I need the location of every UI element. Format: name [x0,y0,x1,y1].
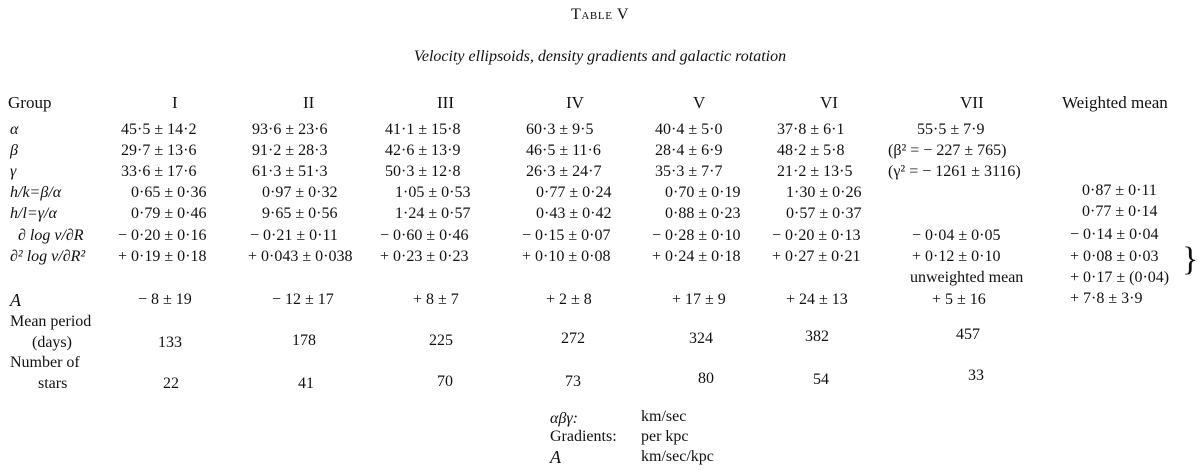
cell-hl-5: 0·88 ± 0·23 [665,205,741,222]
cell-nstars-3: 70 [437,373,453,390]
cell-weighted-dlog1: − 0·14 ± 0·04 [1070,226,1159,243]
cell-weighted-A: + 7·8 ± 3·9 [1070,290,1143,307]
cell-nstars-1: 22 [163,375,179,392]
cell-dlog2-4: + 0·10 ± 0·08 [522,248,611,265]
row-label-gamma: γ [10,163,17,180]
row-label-nstars-1: Number of [10,354,80,371]
table-title: Table V [571,6,629,23]
cell-weighted-dlog2-unweighted: + 0·17 ± (0·04) [1070,269,1170,286]
header-col-3: III [437,93,454,112]
row-label-period-1: Mean period [10,313,92,330]
cell-A-2: − 12 ± 17 [272,291,334,308]
cell-dlog2-7: + 0·12 ± 0·10 [912,248,1001,265]
units-key-2: Gradients: [550,428,617,445]
cell-gamma-5: 35·3 ± 7·7 [655,163,723,180]
units-key-1: αβγ: [550,410,578,427]
cell-gamma-1: 33·6 ± 17·6 [121,163,197,180]
cell-period-5: 324 [689,330,713,347]
cell-gamma-4: 26·3 ± 24·7 [526,163,602,180]
header-col-2: II [303,93,315,112]
cell-nstars-2: 41 [298,375,314,392]
cell-alpha-3: 41·1 ± 15·8 [385,121,461,138]
right-brace: } [1182,241,1199,278]
cell-hk-6: 1·30 ± 0·26 [786,184,862,201]
cell-alpha-7: 55·5 ± 7·9 [917,121,985,138]
row-label-dlog1: ∂ log ν/∂R [18,227,84,244]
header-col-7: VII [960,93,984,112]
cell-gamma-3: 50·3 ± 12·8 [385,163,461,180]
cell-alpha-2: 93·6 ± 23·6 [252,121,328,138]
units-value-2: per kpc [641,428,689,445]
cell-vii-gamma2: (γ² = − 1261 ± 3116) [888,163,1021,180]
units-value-1: km/sec [641,408,687,425]
cell-A-6: + 24 ± 13 [786,291,848,308]
cell-weighted-dlog2: + 0·08 ± 0·03 [1070,248,1159,265]
header-col-1: I [172,93,178,112]
cell-A-4: + 2 ± 8 [546,291,592,308]
cell-period-7: 457 [956,326,980,343]
cell-A-5: + 17 ± 9 [672,291,726,308]
cell-beta-1: 29·7 ± 13·6 [121,142,197,159]
header-col-5: V [693,93,706,112]
header-group: Group [8,93,52,112]
cell-beta-3: 42·6 ± 13·9 [385,142,461,159]
cell-dlog1-5: − 0·28 ± 0·10 [652,227,741,244]
row-label-nstars-2: stars [38,375,68,392]
cell-beta-4: 46·5 ± 11·6 [526,142,601,159]
cell-vii-beta2: (β² = − 227 ± 765) [888,142,1007,159]
row-label-beta: β [10,142,18,159]
cell-A-7: + 5 ± 16 [932,291,986,308]
cell-dlog2-5: + 0·24 ± 0·18 [652,248,741,265]
units-value-3: km/sec/kpc [641,448,714,465]
cell-nstars-6: 54 [813,371,829,388]
cell-beta-6: 48·2 ± 5·8 [777,142,845,159]
cell-period-2: 178 [292,332,316,349]
row-label-dlog2: ∂² log ν/∂R² [10,248,86,265]
cell-dlog1-7: − 0·04 ± 0·05 [912,227,1001,244]
cell-dlog1-4: − 0·15 ± 0·07 [522,227,611,244]
row-label-period-2: (days) [32,334,72,351]
cell-hk-3: 1·05 ± 0·53 [395,184,471,201]
header-col-6: VI [820,93,838,112]
cell-nstars-5: 80 [698,370,714,387]
cell-period-3: 225 [429,332,453,349]
cell-dlog2-3: + 0·23 ± 0·23 [380,248,469,265]
cell-hk-5: 0·70 ± 0·19 [665,184,741,201]
cell-weighted-hl: 0·77 ± 0·14 [1082,203,1158,220]
cell-alpha-1: 45·5 ± 14·2 [121,121,197,138]
row-label-hk: h/k=β/α [10,184,62,201]
cell-hl-4: 0·43 ± 0·42 [536,205,612,222]
cell-beta-2: 91·2 ± 28·3 [252,142,328,159]
cell-A-1: − 8 ± 19 [138,291,192,308]
table-subtitle: Velocity ellipsoids, density gradients and galactic rotation [413,48,787,65]
cell-hl-2: 9·65 ± 0·56 [262,205,338,222]
row-label-A: A [10,290,21,310]
cell-dlog1-6: − 0·20 ± 0·13 [772,227,861,244]
cell-beta-5: 28·4 ± 6·9 [655,142,723,159]
cell-A-3: + 8 ± 7 [413,291,459,308]
row-label-alpha: α [10,121,19,138]
cell-hk-4: 0·77 ± 0·24 [536,184,612,201]
cell-hl-1: 0·79 ± 0·46 [131,205,207,222]
cell-weighted-hk: 0·87 ± 0·11 [1082,182,1157,199]
header-col-4: IV [566,93,584,112]
unweighted-mean-label: unweighted mean [910,269,1024,286]
cell-alpha-5: 40·4 ± 5·0 [655,121,723,138]
cell-nstars-7: 33 [968,367,984,384]
cell-dlog2-2: + 0·043 ± 0·038 [248,248,353,265]
cell-period-4: 272 [561,330,585,347]
cell-period-1: 133 [158,334,182,351]
cell-nstars-4: 73 [565,373,581,390]
cell-dlog2-6: + 0·27 ± 0·21 [772,248,861,265]
cell-alpha-6: 37·8 ± 6·1 [777,121,845,138]
cell-dlog1-1: − 0·20 ± 0·16 [118,227,207,244]
cell-hl-6: 0·57 ± 0·37 [786,205,862,222]
cell-dlog1-2: − 0·21 ± 0·11 [250,227,338,244]
units-key-3: A [550,447,561,467]
header-weighted-mean: Weighted mean [1062,93,1168,112]
row-label-hl: h/l=γ/α [10,205,57,222]
cell-period-6: 382 [805,328,829,345]
cell-dlog2-1: + 0·19 ± 0·18 [118,248,207,265]
cell-alpha-4: 60·3 ± 9·5 [526,121,594,138]
cell-hk-1: 0·65 ± 0·36 [131,184,207,201]
cell-gamma-2: 61·3 ± 51·3 [252,163,328,180]
cell-dlog1-3: − 0·60 ± 0·46 [380,227,469,244]
cell-hl-3: 1·24 ± 0·57 [395,205,471,222]
cell-hk-2: 0·97 ± 0·32 [262,184,338,201]
cell-gamma-6: 21·2 ± 13·5 [777,163,853,180]
